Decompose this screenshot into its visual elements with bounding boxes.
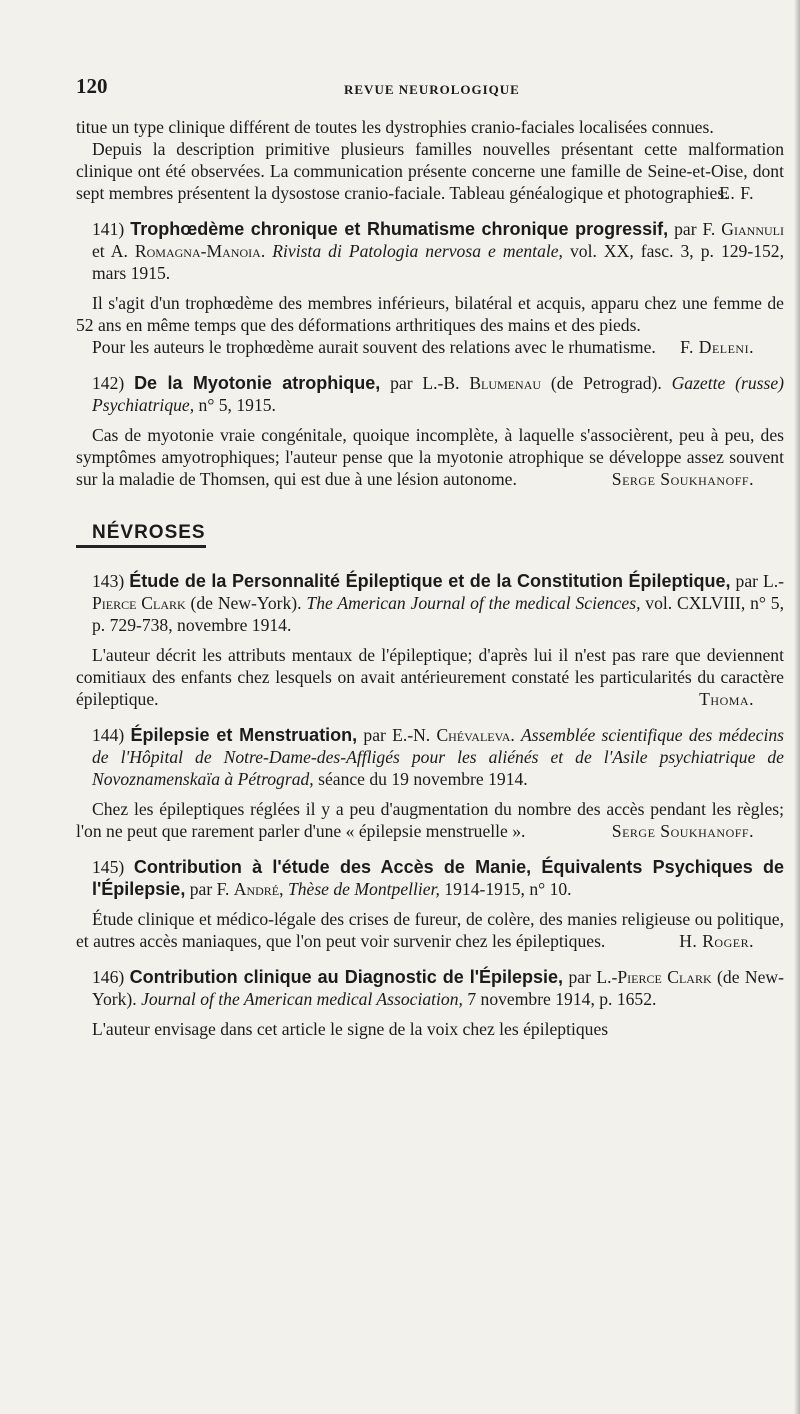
abstract-entry <box>76 218 784 358</box>
abstract-entry <box>76 570 784 710</box>
entry-author: Giannuli <box>721 219 784 239</box>
entry-author: Pierce Clark <box>617 967 712 987</box>
entry-title: Trophœdème chronique et Rhumatisme chronique progressif, <box>130 219 669 239</box>
entry-heading <box>76 372 784 416</box>
signature: H. Roger. <box>679 931 754 951</box>
entry-title: Contribution à l'étude des Accès de Manie, Équivalents Psychiques de l'Épilepsie, <box>92 857 784 899</box>
entry-journal: Assemblée scientifique des médecins de l'Hôpital de Notre-Dame-des-Affligés pour les aliénés et de l'Asile psychiatrique de Novoznamenskaïa à Pétrograd, <box>92 725 784 789</box>
entry-paragraph: Il s'agit d'un trophœdème des membres inférieurs, bilatéral et acquis, apparu chez une femme de 52 ans en même temps que des déformations arthritiques des mains et des pieds. <box>76 293 784 335</box>
entry-author: André <box>233 879 280 899</box>
entry-title: De la Myotonie atrophique, <box>134 373 381 393</box>
entry-ref: (de Petrograd). <box>541 373 672 393</box>
entry-author: Romagna-Manoia <box>134 241 261 261</box>
entry-title: Contribution clinique au Diagnostic de l'Épilepsie, <box>129 967 564 987</box>
entry-number: 146) <box>92 967 125 987</box>
entry-ref: et A. <box>92 241 135 261</box>
page-edge-shadow <box>794 0 800 1414</box>
entry-ref: par L.-B. <box>380 373 470 393</box>
entry-ref: 7 novembre 1914, p. 1652. <box>462 989 657 1009</box>
entry-ref: par L.- <box>730 571 784 591</box>
entry-number: 142) <box>92 373 125 393</box>
entry-author: Blumenau <box>469 373 542 393</box>
entry-author: Pierce Clark <box>92 593 186 613</box>
intro-paragraph: titue un type clinique différent de toutes les dystrophies cranio-faciales localisées connues. <box>76 117 714 137</box>
entry-heading <box>76 570 784 636</box>
entry-title: Épilepsie et Menstruation, <box>130 725 358 745</box>
entry-journal: Thèse de Montpellier, <box>287 879 440 899</box>
entry-paragraph: Étude clinique et médico-légale des crises de fureur, de colère, des manies religieuse ou politique, et autres accès maniaques, que l'on peut voir survenir chez les épileptiques. <box>76 909 784 951</box>
signature: E. F. <box>719 183 754 203</box>
entry-paragraph: Cas de myotonie vraie congénitale, quoique incomplète, à laquelle s'associèrent, peu à peu, des symptômes amyotrophiques; l'auteur pense que la myotonie atrophique se développe assez souvent sur la maladie de Thomsen, qui est due à une lésion autonome. <box>76 425 784 489</box>
abstract-entry <box>76 724 784 842</box>
entry-number: 143) <box>92 571 125 591</box>
entry-ref: vol. CXLVIII, n° 5, p. 729-738, novembre 1914. <box>92 593 784 635</box>
entry-ref: n° 5, 1915. <box>194 395 276 415</box>
abstract-entry <box>76 966 784 1040</box>
entry-title: Étude de la Personnalité Épileptique et de la Constitution Épileptique, <box>129 571 731 591</box>
entry-heading <box>76 966 784 1010</box>
entry-number: 141) <box>92 219 125 239</box>
abstract-entry <box>76 856 784 952</box>
signature: Serge Soukhanoff. <box>611 469 754 489</box>
page-header <box>76 74 760 104</box>
entry-journal: Gazette (russe) Psychiatrique, <box>92 373 784 415</box>
signature: F. Deleni. <box>680 337 754 357</box>
entry-number: 144) <box>92 725 125 745</box>
signature: Serge Soukhanoff. <box>611 821 754 841</box>
page-content <box>76 116 784 1040</box>
entry-heading <box>76 724 784 790</box>
entry-heading <box>76 218 784 284</box>
entry-ref: , <box>279 879 288 899</box>
entry-paragraph: L'auteur décrit les attributs mentaux de l'épileptique; d'après lui il n'est pas rare que deviennent comitiaux des enfants chez lesquels on avait antérieurement constaté les particularités du caractère épileptique. <box>76 645 784 709</box>
entry-ref: (de New-York). <box>185 593 307 613</box>
abstract-entry <box>76 372 784 490</box>
entry-paragraph: L'auteur envisage dans cet article le signe de la voix chez les épileptiques <box>92 1019 609 1039</box>
section-title: NÉVROSES <box>76 522 206 548</box>
entry-journal: Rivista di Patologia nervosa e mentale, <box>272 241 563 261</box>
entry-journal: Journal of the American medical Association, <box>141 989 463 1009</box>
entry-ref: séance du 19 novembre 1914. <box>313 769 528 789</box>
entry-paragraph: Pour les auteurs le trophœdème aurait souvent des relations avec le rhumatisme. <box>92 337 656 357</box>
entry-ref: par L.- <box>563 967 618 987</box>
entry-paragraph: Chez les épileptiques réglées il y a peu d'augmentation du nombre des accès pendant les règles; l'on ne peut que rarement parler d'une « épilepsie menstruelle ». <box>76 799 784 841</box>
entry-ref: vol. XX, fasc. 3, p. 129-152, mars 1915. <box>92 241 785 283</box>
intro-paragraph: Depuis la description primitive plusieurs familles nouvelles présentant cette malformation clinique ont été observées. La communication présente concerne une famille de Seine-et-Oise, dont sept membres présentent la dysostose cranio-faciale. Tableau généalogique et photographies. <box>76 139 784 203</box>
entry-ref: par E.-N. <box>357 725 437 745</box>
entry-ref: . <box>510 725 522 745</box>
entry-ref: . <box>260 241 273 261</box>
running-title: REVUE NEUROLOGIQUE <box>344 82 520 97</box>
signature: Thoma. <box>699 689 754 709</box>
page-number: 120 <box>76 74 108 98</box>
entry-ref: 1914-1915, n° 10. <box>439 879 572 899</box>
entry-number: 145) <box>92 857 125 877</box>
entry-author: Chévaleva <box>436 725 511 745</box>
entry-ref: par F. <box>185 879 234 899</box>
entry-journal: The American Journal of the medical Sciences, <box>306 593 641 613</box>
entry-heading <box>76 856 784 900</box>
entry-ref: par F. <box>668 219 722 239</box>
entry-ref: (de New-York). <box>92 967 784 1009</box>
